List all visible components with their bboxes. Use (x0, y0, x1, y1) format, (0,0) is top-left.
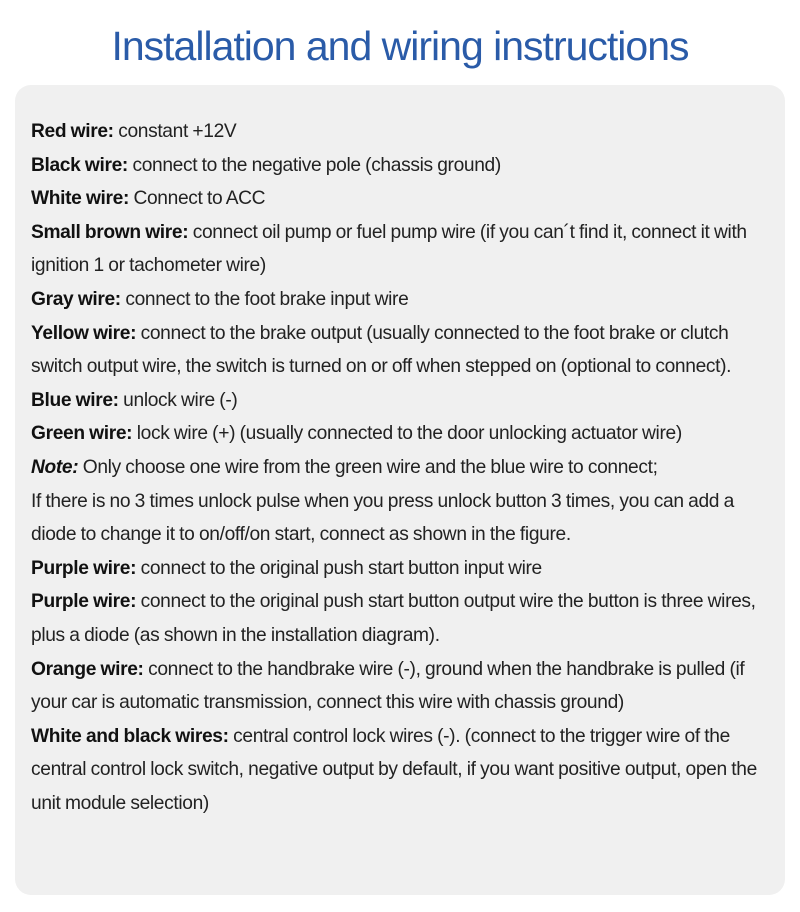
wire-description: lock wire (+) (usually connected to the door unlocking actuator wire) (132, 423, 682, 445)
wire-entry-purple-input (31, 552, 776, 586)
wire-description: Connect to ACC (129, 188, 266, 210)
wire-description: constant +12V (113, 121, 237, 142)
instructions-content (31, 115, 776, 820)
wire-label: Small brown wire: (31, 221, 189, 243)
wire-label: Purple wire: (31, 557, 137, 579)
wire-description: connect to the handbrake wire (-), ground when the handbrake is pulled (if your car is automatic transmission, connect this wire with chassis ground) (31, 658, 745, 714)
wire-label: Red wire: (31, 121, 114, 142)
wire-description: connect to the negative pole (chassis ground) (127, 154, 501, 176)
wire-entry-yellow (31, 317, 776, 384)
instructions-panel (15, 85, 785, 895)
note-entry (31, 451, 776, 485)
wire-label: Black wire: (31, 154, 128, 176)
wire-entry-purple-output (31, 585, 776, 652)
wire-entry-green (31, 417, 776, 451)
note-description: Only choose one wire from the green wire and the blue wire to connect; (78, 456, 658, 478)
wire-description: connect to the original push start button input wire (136, 557, 542, 579)
wire-description: connect to the foot brake input wire (120, 288, 409, 310)
wire-description: connect to the original push start button output wire the button is three wires, plus a diode (as shown in the installation diagram). (31, 591, 756, 646)
wire-description: unlock wire (-) (118, 389, 238, 411)
wire-entry-blue (31, 384, 776, 418)
wire-label: Orange wire: (31, 658, 144, 680)
wire-label: Blue wire: (31, 389, 119, 411)
wire-entry-black (31, 149, 776, 183)
wire-description: connect oil pump or fuel pump wire (if you can´t find it, connect it with ignition 1 or tachometer wire) (31, 221, 747, 277)
wire-entry-orange (31, 653, 776, 720)
note-label: Note: (31, 456, 79, 478)
wire-label: Gray wire: (31, 288, 121, 310)
wire-entry-gray (31, 283, 776, 317)
wire-description: central control lock wires (-). (connect to the trigger wire of the central control lock switch, negative output by default, if you want positive output, open the unit module selection) (31, 725, 757, 814)
note-continuation: If there is no 3 times unlock pulse when you press unlock button 3 times, you can add a diode to change it to on/off/on start, connect as shown in the figure. (31, 490, 734, 546)
wire-entry-white (31, 182, 776, 216)
wire-label: Purple wire: (31, 591, 137, 613)
wire-label: White and black wires: (31, 725, 229, 747)
page-title: Installation and wiring instructions (111, 23, 689, 69)
wire-entry-small-brown (31, 216, 776, 283)
wire-label: Yellow wire: (31, 322, 137, 344)
wire-label: White wire: (31, 188, 129, 210)
wire-label: Green wire: (31, 423, 133, 445)
wire-entry-white-and-black (31, 720, 776, 821)
wire-entry-red (31, 115, 776, 149)
wire-description: connect to the brake output (usually connected to the foot brake or clutch switch output wire, the switch is turned on or off when stepped on (optional to connect). (31, 322, 732, 378)
